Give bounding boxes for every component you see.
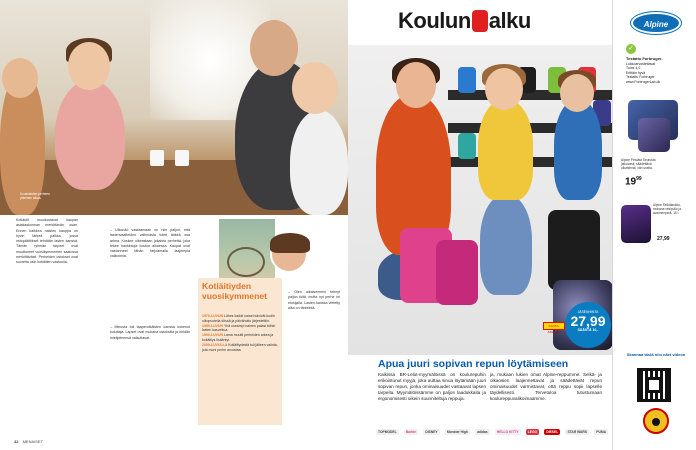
backpack-icon xyxy=(472,10,488,32)
price-badge-label: JÄSENHINTA xyxy=(577,310,599,314)
article-column-2: – Ulkonäö vastaamaan on niin paljon, että lastenvaatteiden valinnasta tulee tärkeä osa arkea. Koskee oikeastaan jokaista perhettä, joka tekee hankintoja koulun alkaessa. Kaupat ovat vastanneet tähän tarjoamalla laajempia valikoimia. xyxy=(110,228,190,259)
brand-logo: adidas xyxy=(477,430,488,434)
product-price xyxy=(625,176,642,187)
article-column-3: – Minusta tuli taaperoikäisten kanssa kokenut kuluttaja. Lapset ovat mukana ostoksilla ja heidän mielipiteensä vaikuttavat. xyxy=(110,325,190,340)
brand-logo: DISNEY xyxy=(425,430,438,434)
history-title: Kotiäitiyden vuosikymmenet xyxy=(202,281,267,301)
history-entry-text: Kotiäitiydestä tuli jälleen valinta, jota moni perhe arvostaa. xyxy=(202,342,278,352)
article-column-left: Kaikissa BR-Lelut-myymälöissä on koulurepuhin erikoistunut myyjä, joka auttaa sinua löytämään juuri sopivan repun, jonka ominaisuudet vastaavat lapsen tarpeita. Myymälöissämme on paljon laadukkaita ja ergonomisesti oikein suunniteltuja reppuja. xyxy=(378,372,486,401)
history-box xyxy=(198,278,282,425)
brand-logo: TOPMODEL xyxy=(378,430,397,434)
test-line: Testattu Forbruger xyxy=(626,75,655,80)
brand-logo: HELLO KITTY xyxy=(496,430,519,434)
boy-head xyxy=(560,74,594,112)
shelf-backpack xyxy=(458,133,476,159)
cup xyxy=(150,150,164,166)
historic-photo xyxy=(218,218,276,286)
portrait-hair xyxy=(270,233,310,253)
product-price: 27,99 xyxy=(657,236,670,242)
price-badge-price: 27,99 xyxy=(570,313,606,329)
photo-caption: Koululaisten perheen yhteinen aikaa. xyxy=(20,192,50,200)
history-entry xyxy=(202,333,280,343)
brand-logos xyxy=(376,425,608,439)
check-icon: ✓ xyxy=(626,44,636,54)
mascot-logo xyxy=(643,408,669,434)
product-description: Alpine Selkälaukku, mukana vesipullo ja avaimenperä, 16 l. xyxy=(653,203,681,216)
girl-head xyxy=(485,68,523,110)
cup xyxy=(175,150,189,166)
price-badge xyxy=(565,302,611,348)
member-price-tag: KANTA-ASIAKAS xyxy=(543,322,565,330)
history-entry xyxy=(202,343,280,353)
brand-logo: DIESEL xyxy=(546,430,559,434)
bicycle xyxy=(227,247,265,277)
child-right-head xyxy=(292,62,338,114)
brand-logo: Barbie xyxy=(405,430,417,434)
barbie-backpack xyxy=(436,240,478,305)
brand-logo: Monster High xyxy=(446,430,468,434)
page-number: 42 xyxy=(14,439,19,444)
product-description: Alpine Pinsiast Seurusta jatkuvasti, säädettävä olkahihnat, väri useita. xyxy=(621,158,656,171)
history-year: 1980-LUVUN xyxy=(202,323,224,328)
history-year: 1970-LUVUN xyxy=(202,314,224,318)
history-entry xyxy=(202,314,280,324)
article-column-1: Kotiäidit muodostavat kaupan asiakaskunnan merkittävän osan. Ennen kaikkea naisten kauppa on hyvin tärkeä paikka, jossa ostopäätökset tehdään lasten kanssa. Tämän ryhmän tarpeet ovat muuttuneet vuosikymmenten saatossa merkittävästi. Perheiden ostokset ovat suurelta osin kotiäitien vastuulla. xyxy=(16,218,78,265)
sidebar xyxy=(612,0,696,450)
qr-code[interactable] xyxy=(637,368,671,402)
mother xyxy=(55,80,125,190)
product-image-pencil-case xyxy=(638,118,670,152)
father-head xyxy=(250,20,298,76)
article-headline: Apua juuri sopivan repun löytämiseen xyxy=(378,358,569,370)
alpine-logo: Alpine xyxy=(631,12,681,34)
mother-head xyxy=(68,42,110,90)
test-result xyxy=(626,57,692,85)
test-line: www.ForbrugerLab.dk xyxy=(626,79,661,84)
history-year: 2000-LUVULLA xyxy=(202,342,228,347)
family-photo xyxy=(0,0,348,215)
brand-logo: LEGO xyxy=(527,430,538,434)
history-entry xyxy=(202,324,280,334)
boy xyxy=(554,100,602,200)
article-column-right: ja, mukaan lukien omat Alpine-reppumme. Selkä- ja olkaosien laajennettavat ja säädettävät repun ominaisuudet varmistavat, että reppu sopii lapselle täydellisesti. Tervetuloa tutustumaan koulureppuvalikoimaamme. xyxy=(490,372,602,401)
history-year: 1990-LUVUN xyxy=(202,333,224,338)
right-page xyxy=(348,0,612,450)
koulun-alku-title xyxy=(398,8,568,34)
shelf-backpack xyxy=(458,67,476,93)
scan-instruction: Skannaa tästä niin näet videon xyxy=(626,352,686,357)
test-line: Tulos 4,0 xyxy=(626,66,641,71)
history-entry-text: Lähes kaikki naiset kävivät kodin ulkopuolella töissä ja päivähoito järjestettiin. xyxy=(202,314,275,323)
price-euros: 19 xyxy=(625,176,637,188)
test-line: Lukkoarvosteltavat xyxy=(626,61,656,66)
black-backpack xyxy=(548,210,600,290)
magazine-name: MENAISET xyxy=(22,439,44,444)
qr-inner xyxy=(646,377,662,393)
child-right xyxy=(290,110,348,215)
price-cents: 99 xyxy=(636,176,642,182)
mother-head xyxy=(396,62,436,108)
child-left-head xyxy=(2,58,38,98)
brand-logo: PUMA xyxy=(596,430,606,434)
title-left: Koulun xyxy=(398,8,471,33)
history-entry-text: Yhä useampi nainen palasi töihin lasten kasvettua. xyxy=(202,323,276,333)
article-column-4: – Olen aikaisemmin tehnyt paljon töitä, mutta nyt perhe on etusijalla. Lasten kanssa vietetty aika on tärkeintä. xyxy=(288,290,340,310)
test-title: Testattu Forbruger- xyxy=(626,56,663,61)
brand-logo: STAR WARS xyxy=(567,430,588,434)
title-right: alku xyxy=(488,8,531,33)
history-entry-text: Lama muutti perheiden arkea ja kotiäitiys lisääntyi. xyxy=(202,333,274,342)
product-image-backpack-2 xyxy=(621,205,651,243)
history-text xyxy=(202,314,280,352)
girl-jeans xyxy=(480,195,532,295)
page-footer xyxy=(14,439,43,444)
price-badge-saving: SÄÄSTÄ 10,- xyxy=(577,328,599,332)
girl xyxy=(478,100,533,200)
portrait-photo xyxy=(270,235,308,273)
test-line: Erittäin hyvä xyxy=(626,70,646,75)
